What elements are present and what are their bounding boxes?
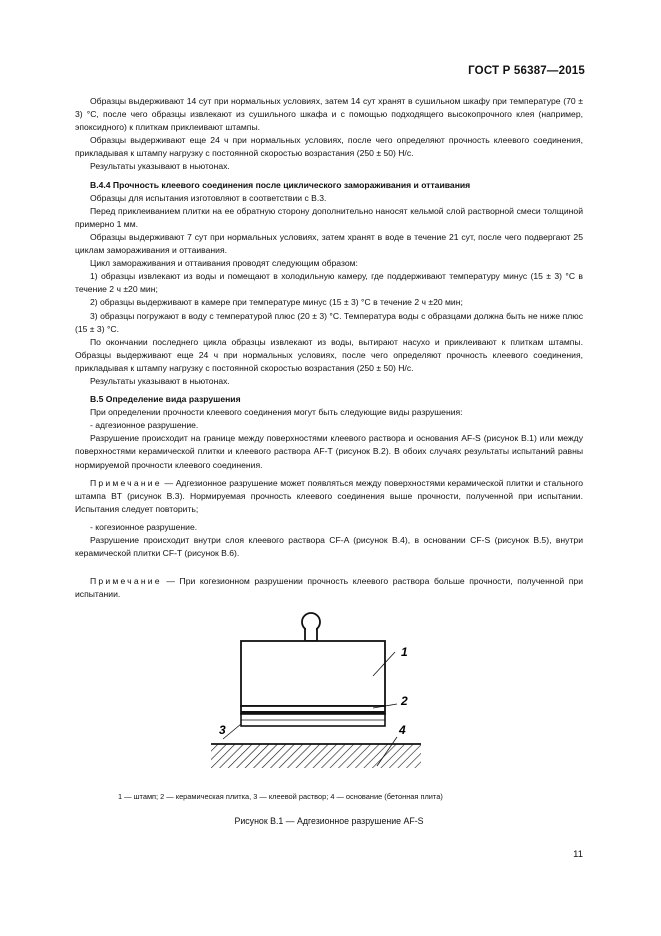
paragraph: Образцы выдерживают еще 24 ч при нормальных условиях, после чего определяют прочность клеевого соединения, прикладывая к штампу нагрузку с постоянной скоростью возрастания (250 ± 50) Н/с.: [75, 135, 583, 159]
section-heading-b44: В.4.4 Прочность клеевого соединения после циклического замораживания и оттаивания: [90, 179, 471, 190]
paragraph: Перед приклеиванием плитки на ее обратную сторону дополнительно наносят кельмой слой растворной смеси толщиной примерно 1 мм.: [75, 205, 583, 229]
list-item: - адгезионное разрушение.: [90, 420, 199, 431]
list-item: - когезионное разрушение.: [90, 521, 198, 532]
note-label: Примечание: [90, 576, 162, 587]
figure-legend: 1 — штамп; 2 — керамическая плитка, 3 — клеевой раствор; 4 — основание (бетонная плита): [118, 792, 443, 801]
figure-label-4: 4: [399, 723, 406, 737]
paragraph: Образцы выдерживают 14 сут при нормальных условиях, затем 14 сут хранят в сушильном шкафу при температуре (70 ± 3) °С, после чего образцы извлекают из сушильного шкафа и с помощью подходящего высокопрочного клея (например, эпоксидного) к плиткам приклеивают штампы.: [75, 96, 583, 133]
paragraph: Образцы выдерживают 7 сут при нормальных условиях, затем хранят в воде в течение 21 сут, после чего подвергают 25 циклам замораживания и оттаивания.: [75, 231, 583, 256]
document-body: [75, 95, 583, 601]
stamp-block: [241, 641, 385, 706]
paragraph: Разрушение происходит внутри слоя клеевого раствора CF-A (рисунок В.4), в основании CF-S (рисунок В.5), внутри керамической плитки CF-T (рисунок В.6).: [75, 535, 583, 559]
stamp-ring: [302, 613, 320, 641]
list-item: 1) образцы извлекают из воды и помещают в холодильную камеру, где поддерживают температуру минус (15 ± 3) °С в течение 2 ч ±20 мин;: [75, 271, 583, 295]
paragraph: По окончании последнего цикла образцы извлекают из воды, вытирают насухо и приклеивают к плиткам штампы. Образцы выдерживают еще 24 ч при нормальных условиях, после чего определяют прочность клеевого соединения, прикладывая к штампу нагрузку с постоянной скоростью возрастания (250 ± 50) Н/с.: [75, 336, 583, 373]
paragraph: Цикл замораживания и оттаивания проводят следующим образом:: [90, 258, 358, 269]
figure-caption: Рисунок В.1 — Адгезионное разрушение AF-S: [234, 816, 424, 826]
paragraph: Образцы для испытания изготовляют в соответствии с В.3.: [90, 192, 327, 203]
paragraph: При определении прочности клеевого соединения могут быть следующие виды разрушения:: [90, 407, 463, 418]
figure-label-3: 3: [219, 723, 226, 737]
paragraph: Разрушение происходит на границе между поверхностями клеевого раствора и основания AF-S (рисунок В.1) или между поверхностями керамической плитки и клеевого раствора AF-T (рисунок В.2). В обоих случаях результаты испытаний равны нормируемой прочности клеевого соединения.: [75, 433, 583, 470]
note-text: — При когезионном разрушении прочность клеевого раствора больше прочности, полученной при испытании.: [75, 576, 583, 600]
section-heading-b5: В.5 Определение вида разрушения: [90, 394, 241, 405]
figure-label-1: 1: [401, 645, 408, 659]
note-text: — Адгезионное разрушение может появляться между поверхностями керамической плитки и стального штампа BT (рисунок В.3). Нормируемая прочность клеевого соединения выше прочности, полученной при испытании. Испытания следует повторить;: [75, 477, 584, 514]
paragraph: Результаты указывают в ньютонах.: [90, 375, 230, 386]
figure-b1-diagram: [205, 604, 435, 774]
note: [75, 477, 583, 516]
note: [75, 575, 583, 601]
standard-header: ГОСТ Р 56387—2015: [468, 65, 585, 77]
list-item: 2) образцы выдерживают в камере при температуре минус (15 ± 3) °С в течение 2 ч ±20 мин;: [90, 297, 463, 308]
page-number: 11: [573, 849, 583, 860]
list-item: 3) образцы погружают в воду с температурой плюс (20 ± 3) °С. Температура воды с образцами должна быть не ниже плюс (15 ± 3) °С.: [75, 310, 583, 334]
paragraph: Результаты указывают в ньютонах.: [90, 161, 230, 172]
figure-label-2: 2: [401, 694, 408, 708]
note-label: Примечание: [90, 477, 162, 488]
